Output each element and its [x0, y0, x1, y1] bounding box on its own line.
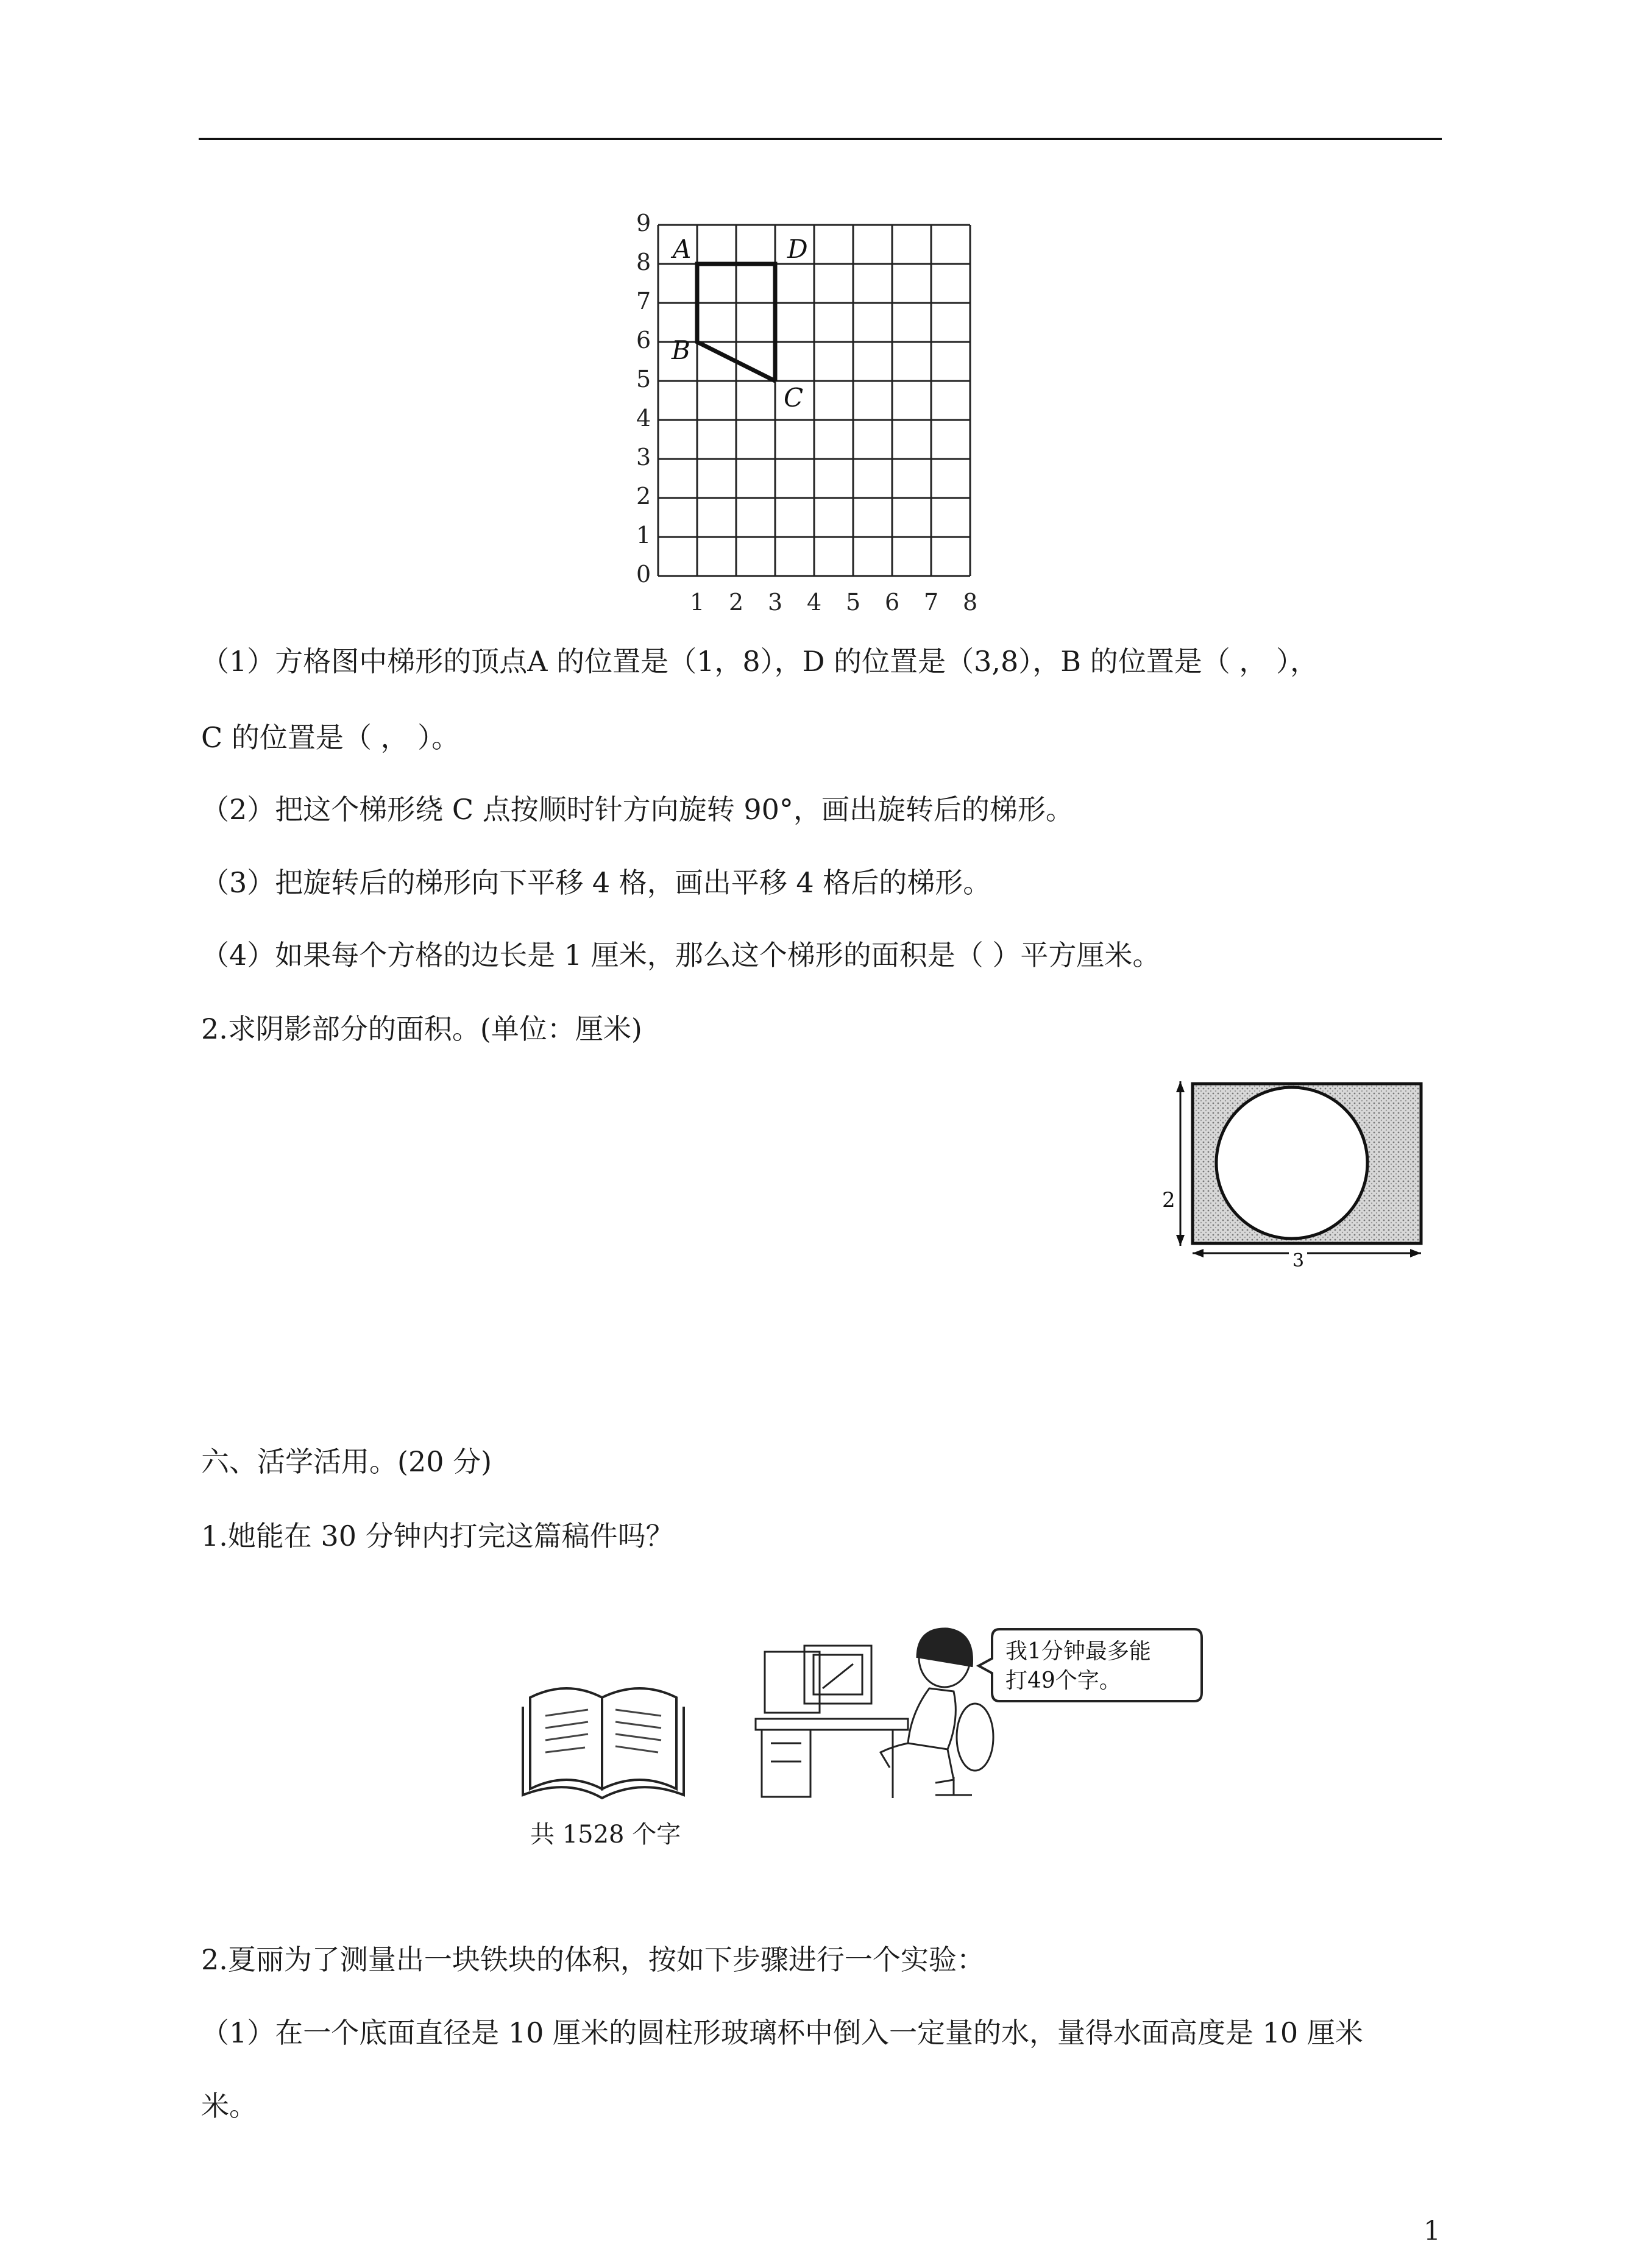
section6-q2-step1-line1: （1）在一个底面直径是 10 厘米的圆柱形玻璃杯中倒入一定量的水，量得水面高度是 10 厘米 — [201, 2016, 1363, 2049]
vertex-labels — [670, 234, 808, 413]
y-tick-label: 2 — [636, 483, 651, 510]
y-tick-label: 4 — [636, 405, 651, 432]
x-axis-labels — [690, 589, 977, 616]
x-tick-label: 4 — [807, 589, 822, 616]
shaded-area-figure — [1149, 1073, 1435, 1274]
y-tick-label: 3 — [636, 444, 651, 471]
y-tick-label: 1 — [636, 522, 651, 549]
grid-lines — [658, 225, 970, 576]
y-tick-label: 6 — [636, 327, 651, 354]
speech-line2: 打49个字。 — [1005, 1668, 1121, 1693]
vertex-label-b: B — [672, 335, 690, 365]
speech-bubble — [975, 1624, 1207, 1710]
height-label: 2 — [1162, 1188, 1175, 1212]
q2-title: 2.求阴影部分的面积。(单位：厘米) — [201, 1012, 642, 1045]
width-label: 3 — [1292, 1250, 1305, 1271]
y-tick-label: 0 — [636, 561, 651, 588]
x-tick-label: 7 — [924, 589, 939, 616]
vertex-label-d: D — [787, 234, 808, 264]
coordinate-grid-figure — [628, 201, 1018, 622]
x-tick-label: 5 — [846, 589, 861, 616]
speech-line1: 我1分钟最多能 — [1005, 1639, 1151, 1664]
q1-line4: （4）如果每个方格的边长是 1 厘米，那么这个梯形的面积是（ ）平方厘米。 — [201, 939, 1161, 972]
y-tick-label: 8 — [636, 249, 651, 276]
x-tick-label: 6 — [885, 589, 900, 616]
x-tick-label: 1 — [690, 589, 705, 616]
section6-title: 六、活学活用。(20 分) — [201, 1445, 492, 1478]
section6-q2: 2.夏丽为了测量出一块铁块的体积，按如下步骤进行一个实验： — [201, 1943, 985, 1976]
x-tick-label: 3 — [768, 589, 783, 616]
header-rule — [199, 138, 1442, 140]
section6-q1: 1.她能在 30 分钟内打完这篇稿件吗？ — [201, 1520, 674, 1552]
y-tick-label: 7 — [636, 288, 651, 315]
x-tick-label: 8 — [963, 589, 978, 616]
book-caption: 共 1528 个字 — [530, 1821, 681, 1849]
q1-line2: （2）把这个梯形绕 C 点按顺时针方向旋转 90°，画出旋转后的梯形。 — [201, 793, 1074, 826]
vertex-label-c: C — [784, 383, 804, 413]
q1-line3: （3）把旋转后的梯形向下平移 4 格，画出平移 4 格后的梯形。 — [201, 866, 991, 899]
x-tick-label: 2 — [729, 589, 744, 616]
q1-line1-cont: C 的位置是（ ， ）。 — [201, 721, 460, 754]
y-tick-label: 9 — [636, 210, 651, 236]
y-axis-labels — [636, 210, 651, 588]
vertex-label-a: A — [673, 234, 692, 264]
section6-q2-step1-line2: 米。 — [201, 2089, 257, 2122]
inner-circle — [1216, 1087, 1367, 1239]
page-number: 1 — [1424, 2216, 1441, 2247]
q1-line1: （1）方格图中梯形的顶点A 的位置是（1，8），D 的位置是（3,8），B 的位置是（ ， ）， — [201, 645, 1318, 678]
open-book-illustration — [518, 1673, 689, 1801]
y-tick-label: 5 — [636, 366, 651, 393]
